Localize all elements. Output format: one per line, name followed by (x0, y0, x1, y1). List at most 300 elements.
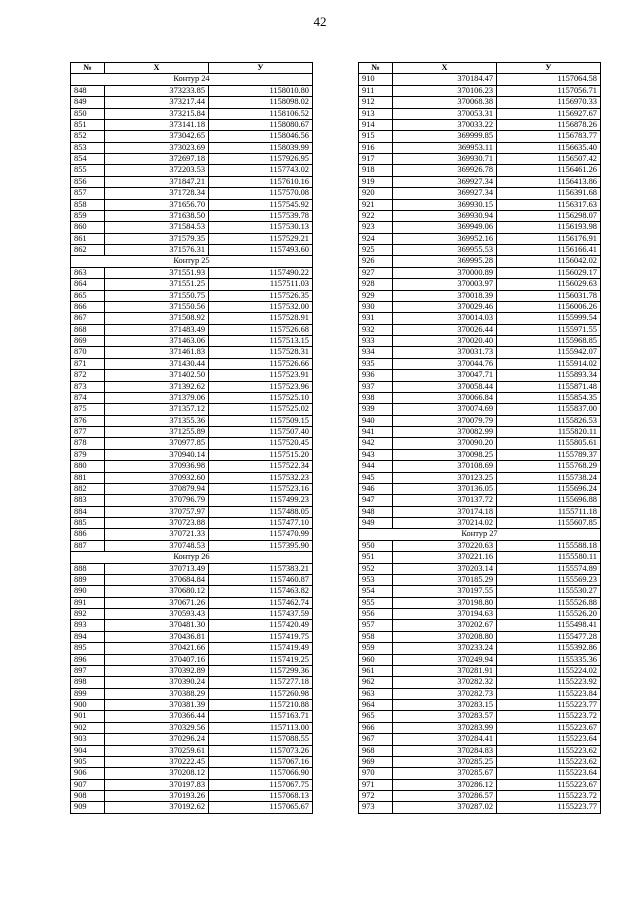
table-row (359, 631, 601, 642)
y-coordinate: 1156461.26 (497, 165, 601, 176)
table-row (359, 518, 601, 529)
point-number: 886 (71, 529, 105, 540)
header-x: X (393, 63, 497, 74)
table-row (359, 609, 601, 620)
point-number: 899 (71, 688, 105, 699)
point-number: 957 (359, 620, 393, 631)
table-row (71, 381, 313, 392)
point-number: 879 (71, 449, 105, 460)
y-coordinate: 1157520.45 (209, 438, 313, 449)
point-number: 872 (71, 370, 105, 381)
x-coordinate: 370066.84 (393, 392, 497, 403)
y-coordinate: 1156298.07 (497, 210, 601, 221)
y-coordinate: 1157743.02 (209, 165, 313, 176)
table-row (359, 574, 601, 585)
table-row (71, 620, 313, 631)
x-coordinate: 370194.63 (393, 609, 497, 620)
x-coordinate: 370388.29 (105, 688, 209, 699)
table-row (359, 700, 601, 711)
x-coordinate: 370249.94 (393, 654, 497, 665)
y-coordinate: 1156193.98 (497, 222, 601, 233)
table-row (359, 336, 601, 347)
y-coordinate: 1155223.72 (497, 791, 601, 802)
point-number: 873 (71, 381, 105, 392)
point-number: 951 (359, 552, 393, 563)
table-row (359, 540, 601, 551)
y-coordinate: 1155914.02 (497, 358, 601, 369)
table-row (359, 85, 601, 96)
point-number: 955 (359, 597, 393, 608)
table-row (71, 199, 313, 210)
x-coordinate: 370003.97 (393, 279, 497, 290)
table-row (71, 461, 313, 472)
x-coordinate: 370723.88 (105, 518, 209, 529)
point-number: 874 (71, 392, 105, 403)
point-number: 912 (359, 97, 393, 108)
point-number: 891 (71, 597, 105, 608)
table-row (359, 154, 601, 165)
contour-heading-row (359, 529, 601, 540)
table-row (359, 165, 601, 176)
x-coordinate: 371551.93 (105, 267, 209, 278)
y-coordinate: 1156166.41 (497, 245, 601, 256)
point-number: 940 (359, 415, 393, 426)
point-number: 926 (359, 256, 393, 267)
table-row (71, 700, 313, 711)
x-coordinate: 370058.44 (393, 381, 497, 392)
table-row (359, 552, 601, 563)
point-number: 894 (71, 631, 105, 642)
point-number: 937 (359, 381, 393, 392)
y-coordinate: 1157490.22 (209, 267, 313, 278)
x-coordinate: 370390.24 (105, 677, 209, 688)
point-number: 887 (71, 540, 105, 551)
table-row (71, 415, 313, 426)
table-row (359, 665, 601, 676)
y-coordinate: 1155580.11 (497, 552, 601, 563)
table-row (71, 404, 313, 415)
x-coordinate: 369930.94 (393, 210, 497, 221)
table-row (359, 119, 601, 130)
table-row (71, 688, 313, 699)
y-coordinate: 1158046.56 (209, 131, 313, 142)
x-coordinate: 370283.15 (393, 700, 497, 711)
y-coordinate: 1155768.29 (497, 461, 601, 472)
point-number: 920 (359, 188, 393, 199)
table-row (71, 279, 313, 290)
y-coordinate: 1155223.62 (497, 745, 601, 756)
table-row (71, 233, 313, 244)
point-number: 922 (359, 210, 393, 221)
table-row (71, 711, 313, 722)
x-coordinate: 370202.67 (393, 620, 497, 631)
x-coordinate: 370283.57 (393, 711, 497, 722)
y-coordinate: 1155999.54 (497, 313, 601, 324)
y-coordinate: 1157420.49 (209, 620, 313, 631)
y-coordinate: 1157532.23 (209, 472, 313, 483)
y-coordinate: 1157463.82 (209, 586, 313, 597)
table-row (71, 427, 313, 438)
y-coordinate: 1157523.16 (209, 483, 313, 494)
table-row (71, 654, 313, 665)
point-number: 913 (359, 108, 393, 119)
table-row (71, 85, 313, 96)
table-row (359, 313, 601, 324)
y-coordinate: 1155477.28 (497, 631, 601, 642)
x-coordinate: 371551.25 (105, 279, 209, 290)
table-row (71, 222, 313, 233)
table-header-row (359, 63, 601, 74)
point-number: 881 (71, 472, 105, 483)
y-coordinate: 1157065.67 (209, 802, 313, 813)
y-coordinate: 1157395.90 (209, 540, 313, 551)
table-row (71, 791, 313, 802)
point-number: 915 (359, 131, 393, 142)
page-number: 42 (313, 14, 327, 29)
table-row (71, 358, 313, 369)
table-row (71, 313, 313, 324)
point-number: 867 (71, 313, 105, 324)
table-row (359, 188, 601, 199)
x-coordinate: 370282.32 (393, 677, 497, 688)
x-coordinate: 371508.92 (105, 313, 209, 324)
y-coordinate: 1157419.49 (209, 643, 313, 654)
y-coordinate: 1158010.80 (209, 85, 313, 96)
x-coordinate: 373141.18 (105, 119, 209, 130)
table-header-row (71, 63, 313, 74)
y-coordinate: 1157509.15 (209, 415, 313, 426)
point-number: 907 (71, 779, 105, 790)
table-row (71, 586, 313, 597)
table-row (359, 779, 601, 790)
x-coordinate: 370208.80 (393, 631, 497, 642)
table-row (71, 210, 313, 221)
table-row (359, 267, 601, 278)
point-number: 892 (71, 609, 105, 620)
table-row (71, 643, 313, 654)
x-coordinate: 371355.36 (105, 415, 209, 426)
table-row (359, 745, 601, 756)
table-row (359, 597, 601, 608)
table-row (359, 495, 601, 506)
y-coordinate: 1155530.27 (497, 586, 601, 597)
y-coordinate: 1158039.99 (209, 142, 313, 153)
point-number: 856 (71, 176, 105, 187)
y-coordinate: 1157113.00 (209, 722, 313, 733)
y-coordinate: 1155574.89 (497, 563, 601, 574)
point-number: 917 (359, 154, 393, 165)
point-number: 930 (359, 301, 393, 312)
y-coordinate: 1155223.72 (497, 711, 601, 722)
point-number: 958 (359, 631, 393, 642)
x-coordinate: 370286.12 (393, 779, 497, 790)
y-coordinate: 1155223.77 (497, 700, 601, 711)
y-coordinate: 1157530.13 (209, 222, 313, 233)
point-number: 935 (359, 358, 393, 369)
table-row (71, 438, 313, 449)
point-number: 875 (71, 404, 105, 415)
y-coordinate: 1157210.88 (209, 700, 313, 711)
table-row (359, 131, 601, 142)
table-row (359, 233, 601, 244)
point-number: 880 (71, 461, 105, 472)
point-number: 945 (359, 472, 393, 483)
y-coordinate: 1157066.90 (209, 768, 313, 779)
table-row (359, 176, 601, 187)
x-coordinate: 369952.16 (393, 233, 497, 244)
point-number: 944 (359, 461, 393, 472)
y-coordinate: 1157528.91 (209, 313, 313, 324)
y-coordinate: 1157088.55 (209, 734, 313, 745)
x-coordinate: 370366.44 (105, 711, 209, 722)
y-coordinate: 1157419.75 (209, 631, 313, 642)
y-coordinate: 1157064.58 (497, 74, 601, 85)
y-coordinate: 1156176.91 (497, 233, 601, 244)
point-number: 851 (71, 119, 105, 130)
point-number: 936 (359, 370, 393, 381)
x-coordinate: 370421.66 (105, 643, 209, 654)
x-coordinate: 372203.53 (105, 165, 209, 176)
x-coordinate: 370020.40 (393, 336, 497, 347)
table-row (71, 518, 313, 529)
table-row (71, 734, 313, 745)
x-coordinate: 370680.12 (105, 586, 209, 597)
y-coordinate: 1155826.53 (497, 415, 601, 426)
x-coordinate: 370684.84 (105, 574, 209, 585)
x-coordinate: 370221.16 (393, 552, 497, 563)
x-coordinate: 369930.15 (393, 199, 497, 210)
x-coordinate: 370074.69 (393, 404, 497, 415)
y-coordinate: 1157260.98 (209, 688, 313, 699)
x-coordinate: 369955.53 (393, 245, 497, 256)
table-row (359, 449, 601, 460)
x-coordinate: 370031.73 (393, 347, 497, 358)
contour-heading: Контур 24 (71, 74, 313, 85)
point-number: 942 (359, 438, 393, 449)
table-row (71, 347, 313, 358)
table-row (71, 540, 313, 551)
y-coordinate: 1156317.63 (497, 199, 601, 210)
table-row (71, 336, 313, 347)
y-coordinate: 1157513.15 (209, 336, 313, 347)
table-row (359, 301, 601, 312)
point-number: 853 (71, 142, 105, 153)
table-row (359, 97, 601, 108)
y-coordinate: 1155854.35 (497, 392, 601, 403)
x-coordinate: 371357.12 (105, 404, 209, 415)
table-row (71, 631, 313, 642)
x-coordinate: 373042.65 (105, 131, 209, 142)
y-coordinate: 1157526.66 (209, 358, 313, 369)
x-coordinate: 371584.53 (105, 222, 209, 233)
table-row (359, 358, 601, 369)
point-number: 939 (359, 404, 393, 415)
table-row (359, 677, 601, 688)
table-row (359, 791, 601, 802)
point-number: 888 (71, 563, 105, 574)
point-number: 949 (359, 518, 393, 529)
y-coordinate: 1155711.18 (497, 506, 601, 517)
x-coordinate: 370047.71 (393, 370, 497, 381)
point-number: 965 (359, 711, 393, 722)
y-coordinate: 1157477.10 (209, 518, 313, 529)
y-coordinate: 1157488.05 (209, 506, 313, 517)
y-coordinate: 1157462.74 (209, 597, 313, 608)
table-row (359, 654, 601, 665)
table-row (71, 449, 313, 460)
point-number: 948 (359, 506, 393, 517)
x-coordinate: 370721.33 (105, 529, 209, 540)
y-coordinate: 1157437.59 (209, 609, 313, 620)
point-number: 857 (71, 188, 105, 199)
y-coordinate: 1157277.18 (209, 677, 313, 688)
point-number: 938 (359, 392, 393, 403)
point-number: 865 (71, 290, 105, 301)
point-number: 903 (71, 734, 105, 745)
y-coordinate: 1156042.02 (497, 256, 601, 267)
table-row (359, 415, 601, 426)
y-coordinate: 1155498.41 (497, 620, 601, 631)
x-coordinate: 370286.57 (393, 791, 497, 802)
point-number: 931 (359, 313, 393, 324)
table-row (359, 620, 601, 631)
x-coordinate: 369949.06 (393, 222, 497, 233)
y-coordinate: 1157529.21 (209, 233, 313, 244)
y-coordinate: 1155696.88 (497, 495, 601, 506)
x-coordinate: 370123.25 (393, 472, 497, 483)
x-coordinate: 370940.14 (105, 449, 209, 460)
table-row (359, 245, 601, 256)
x-coordinate: 370757.97 (105, 506, 209, 517)
table-row (359, 483, 601, 494)
x-coordinate: 370079.79 (393, 415, 497, 426)
table-row (71, 665, 313, 676)
y-coordinate: 1157525.10 (209, 392, 313, 403)
y-coordinate: 1158106.52 (209, 108, 313, 119)
y-coordinate: 1157056.71 (497, 85, 601, 96)
x-coordinate: 370220.63 (393, 540, 497, 551)
x-coordinate: 373215.84 (105, 108, 209, 119)
point-number: 858 (71, 199, 105, 210)
x-coordinate: 369926.78 (393, 165, 497, 176)
table-row (71, 722, 313, 733)
point-number: 916 (359, 142, 393, 153)
header-y: У (209, 63, 313, 74)
x-coordinate: 370879.94 (105, 483, 209, 494)
point-number: 866 (71, 301, 105, 312)
table-row (71, 392, 313, 403)
x-coordinate: 370222.45 (105, 756, 209, 767)
point-number: 898 (71, 677, 105, 688)
x-coordinate: 370407.16 (105, 654, 209, 665)
table-row (71, 529, 313, 540)
table-row (359, 347, 601, 358)
y-coordinate: 1156031.78 (497, 290, 601, 301)
point-number: 863 (71, 267, 105, 278)
point-number: 962 (359, 677, 393, 688)
point-number: 911 (359, 85, 393, 96)
y-coordinate: 1155837.00 (497, 404, 601, 415)
x-coordinate: 370381.39 (105, 700, 209, 711)
x-coordinate: 370029.46 (393, 301, 497, 312)
x-coordinate: 369927.34 (393, 176, 497, 187)
table-row (71, 165, 313, 176)
table-row (71, 677, 313, 688)
y-coordinate: 1157526.68 (209, 324, 313, 335)
point-number: 928 (359, 279, 393, 290)
point-number: 969 (359, 756, 393, 767)
x-coordinate: 370026.44 (393, 324, 497, 335)
x-coordinate: 373217.44 (105, 97, 209, 108)
point-number: 925 (359, 245, 393, 256)
point-number: 849 (71, 97, 105, 108)
table-row (359, 688, 601, 699)
x-coordinate: 371463.06 (105, 336, 209, 347)
y-coordinate: 1155223.64 (497, 768, 601, 779)
point-number: 947 (359, 495, 393, 506)
x-coordinate: 370044.76 (393, 358, 497, 369)
y-coordinate: 1156029.63 (497, 279, 601, 290)
point-number: 878 (71, 438, 105, 449)
point-number: 964 (359, 700, 393, 711)
table-row (359, 108, 601, 119)
point-number: 868 (71, 324, 105, 335)
x-coordinate: 371379.06 (105, 392, 209, 403)
point-number: 918 (359, 165, 393, 176)
point-number: 908 (71, 791, 105, 802)
table-row (359, 722, 601, 733)
x-coordinate: 370106.23 (393, 85, 497, 96)
table-row (359, 256, 601, 267)
x-coordinate: 370713.49 (105, 563, 209, 574)
x-coordinate: 370185.29 (393, 574, 497, 585)
y-coordinate: 1157522.34 (209, 461, 313, 472)
y-coordinate: 1157419.25 (209, 654, 313, 665)
point-number: 854 (71, 154, 105, 165)
point-number: 882 (71, 483, 105, 494)
y-coordinate: 1155223.77 (497, 802, 601, 813)
y-coordinate: 1155526.20 (497, 609, 601, 620)
y-coordinate: 1155607.85 (497, 518, 601, 529)
y-coordinate: 1155968.85 (497, 336, 601, 347)
x-coordinate: 370174.18 (393, 506, 497, 517)
x-coordinate: 370000.89 (393, 267, 497, 278)
y-coordinate: 1157532.00 (209, 301, 313, 312)
y-coordinate: 1155588.18 (497, 540, 601, 551)
y-coordinate: 1157507.40 (209, 427, 313, 438)
table-row (359, 210, 601, 221)
y-coordinate: 1156927.67 (497, 108, 601, 119)
point-number: 968 (359, 745, 393, 756)
x-coordinate: 370184.47 (393, 74, 497, 85)
x-coordinate: 370481.30 (105, 620, 209, 631)
contour-heading: Контур 26 (71, 552, 313, 563)
x-coordinate: 370137.72 (393, 495, 497, 506)
x-coordinate: 371392.62 (105, 381, 209, 392)
y-coordinate: 1157610.16 (209, 176, 313, 187)
x-coordinate: 371461.83 (105, 347, 209, 358)
table-row (71, 779, 313, 790)
x-coordinate: 370098.25 (393, 449, 497, 460)
x-coordinate: 370796.79 (105, 495, 209, 506)
point-number: 952 (359, 563, 393, 574)
x-coordinate: 369995.28 (393, 256, 497, 267)
table-row (359, 427, 601, 438)
x-coordinate: 370436.81 (105, 631, 209, 642)
point-number: 905 (71, 756, 105, 767)
point-number: 971 (359, 779, 393, 790)
x-coordinate: 370284.83 (393, 745, 497, 756)
